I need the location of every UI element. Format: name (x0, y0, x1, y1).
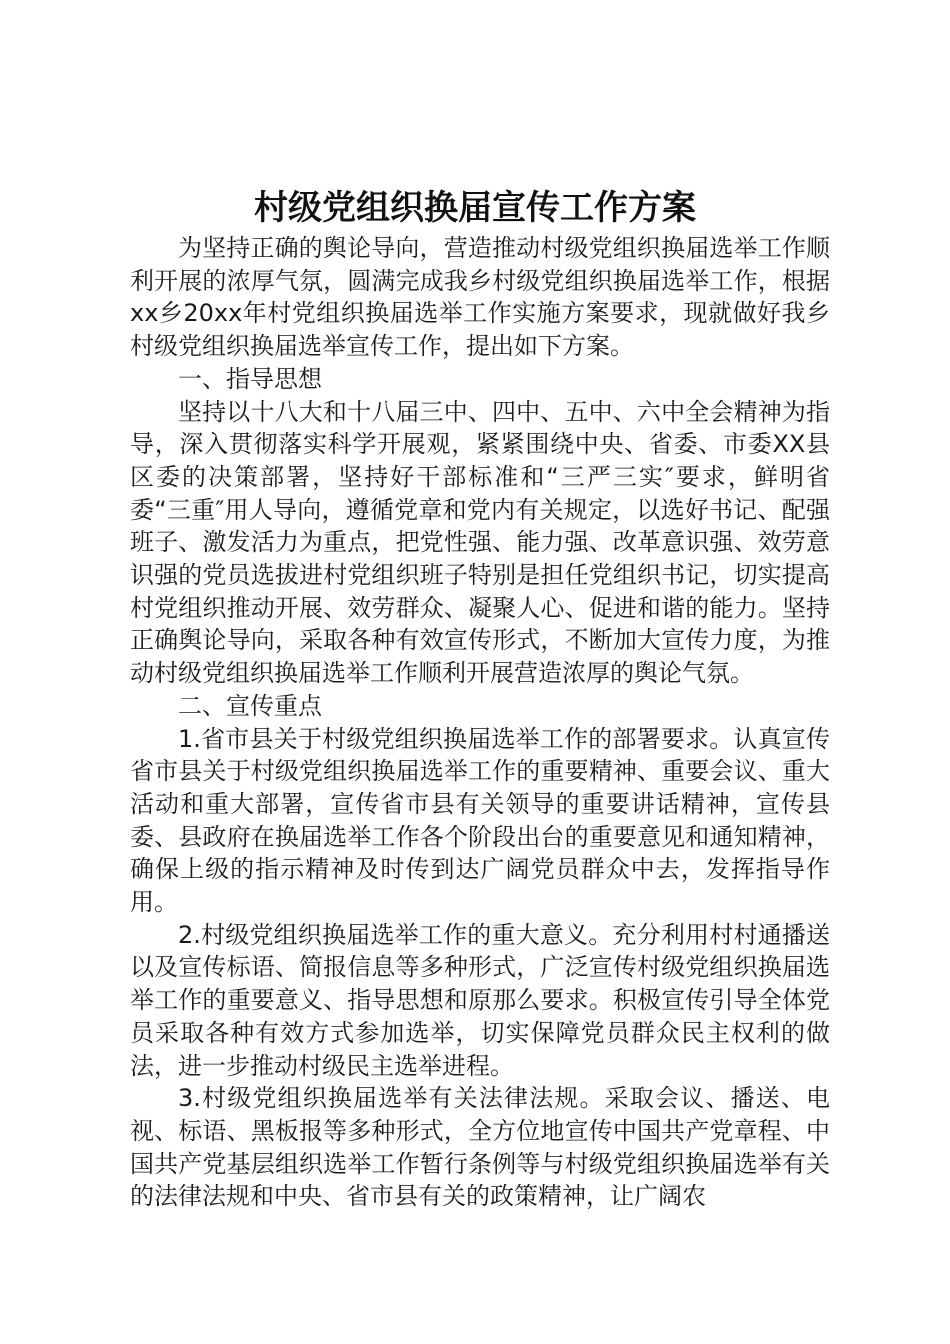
document-title: 村级党组织换届宣传工作方案 (254, 188, 696, 228)
document-body (130, 232, 830, 1213)
focus-item-1-paragraph: 1.省市县关于村级党组织换届选举工作的部署要求。认真宣传省市县关于村级党组织换届选举工作的重要精神、重要会议、重大活动和重大部署，宣传省市县有关领导的重要讲话精神，宣传县委、县政府在换届选举工作各个阶段出台的重要意见和通知精神，确保上级的指示精神及时传到达广阔党员群众中去，发挥指导作用。 (130, 724, 830, 917)
focus-item-2-paragraph: 2.村级党组织换届选举工作的重大意义。充分利用村村通播送以及宣传标语、简报信息等多种形式，广泛宣传村级党组织换届选举工作的重要意义、指导思想和原那么要求。积极宣传引导全体党员采取各种有效方式参加选举，切实保障党员群众民主权利的做法，进一步推动村级民主选举进程。 (130, 920, 830, 1080)
section-heading-publicity-focus: 二、宣传重点 (178, 691, 322, 720)
guiding-ideology-paragraph: 坚持以十八大和十八届三中、四中、五中、六中全会精神为指导，深入贯彻落实科学开展观，紧紧围绕中央、省委、市委XX县区委的决策部署，坚持好干部标准和“三严三实″要求，鲜明省委“三重″用人导向，遵循党章和党内有关规定，以选好书记、配强班子、激发活力为重点，把党性强、能力强、改革意识强、效劳意识强的党员选拔进村党组织班子特别是担任党组织书记，切实提高村党组织推动开展、效劳群众、凝聚人心、促进和谐的能力。坚持正确舆论导向，采取各种有效宣传形式，不断加大宣传力度，为推动村级党组织换届选举工作顺利开展营造浓厚的舆论气氛。 (130, 397, 830, 688)
section-heading-guiding-ideology: 一、指导思想 (178, 364, 322, 393)
focus-item-3-paragraph: 3.村级党组织换届选举有关法律法规。采取会议、播送、电视、标语、黑板报等多种形式，全方位地宣传中国共产党章程、中国共产党基层组织选举工作暂行条例等与村级党组织换届选举有关的法律法规和中央、省市县有关的政策精神，让广阔农 (130, 1084, 830, 1211)
intro-paragraph: 为坚持正确的舆论导向，营造推动村级党组织换届选举工作顺利开展的浓厚气氛，圆满完成我乡村级党组织换届选举工作，根据xx乡20xx年村党组织换届选举工作实施方案要求，现就做好我乡村级党组织换届选举宣传工作，提出如下方案。 (130, 234, 830, 361)
